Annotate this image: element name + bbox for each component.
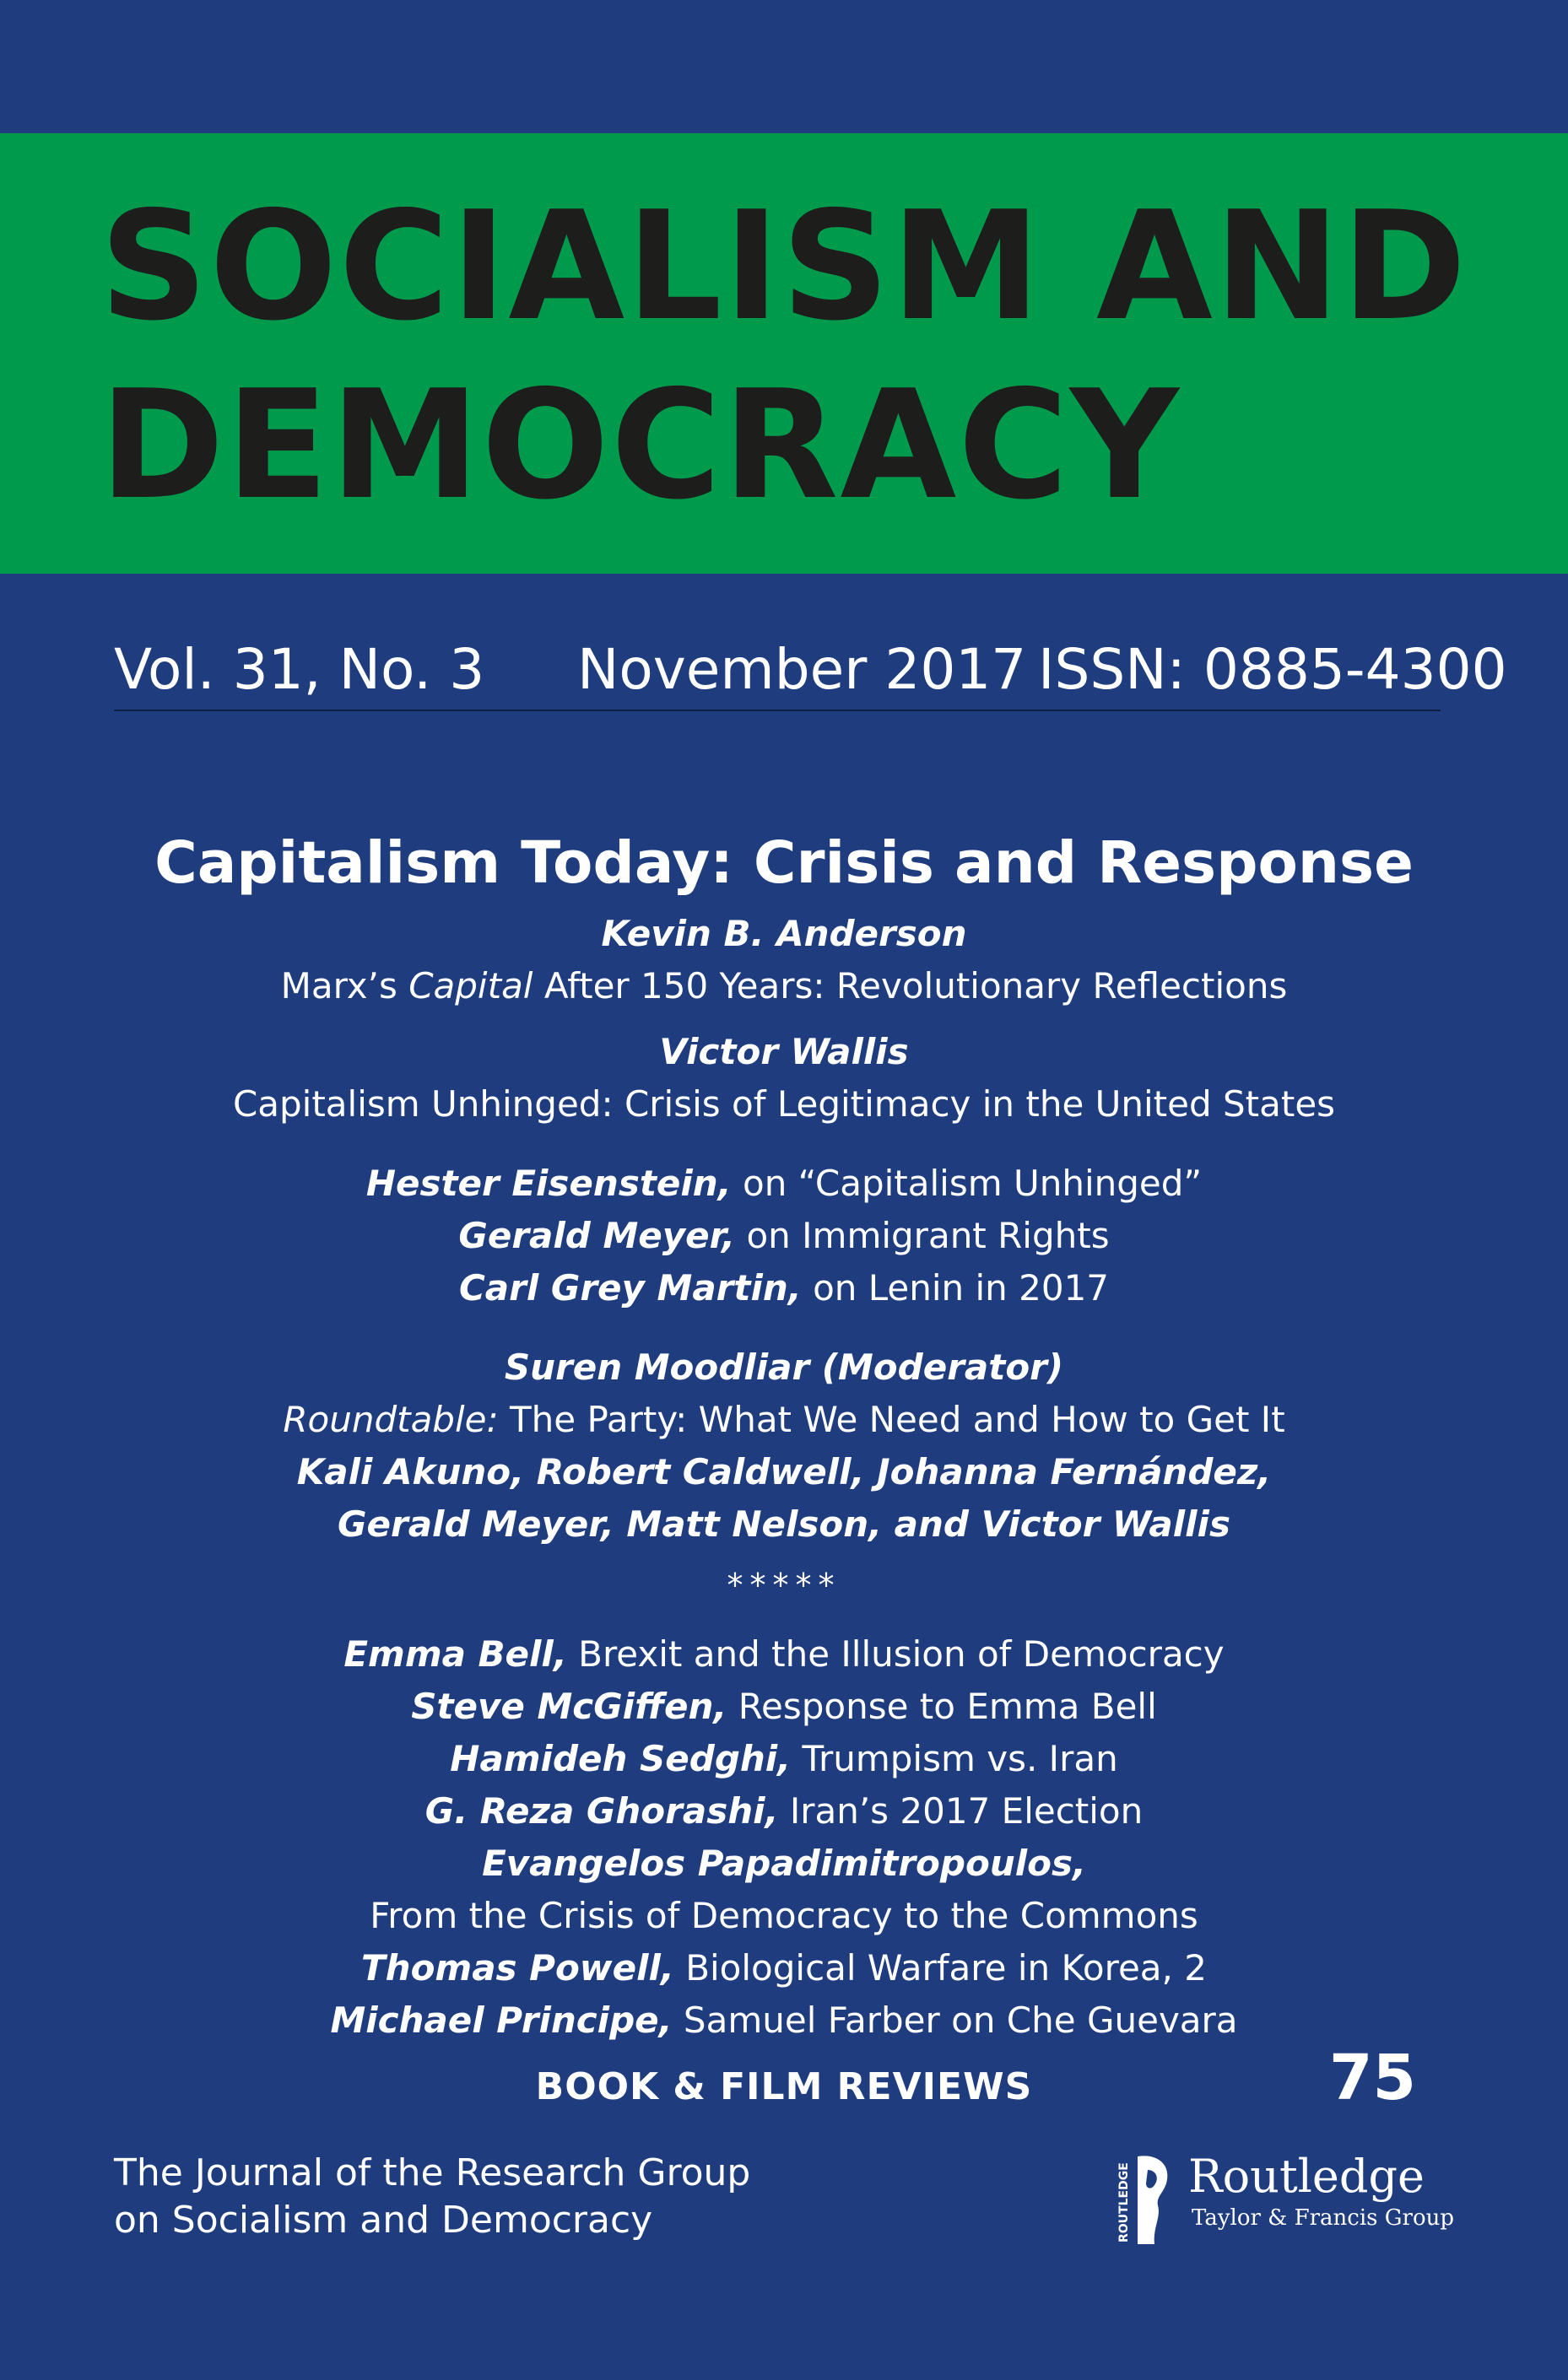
volume-number: Vol. 31, No. 3 — [114, 637, 485, 702]
masthead-line-1: SOCIALISM AND — [100, 179, 1468, 353]
title-text: Marx’s — [280, 965, 409, 1007]
publisher-name: Routledge — [1188, 2150, 1425, 2203]
roundtable-participants: Gerald Meyer, Matt Nelson, and Victor Wallis — [338, 1503, 1230, 1545]
article-entry — [0, 1733, 1568, 1785]
article-entry — [0, 1838, 1568, 1890]
entry-title: Response to Emma Bell — [727, 1686, 1157, 1727]
article-entry — [0, 1994, 1568, 2047]
entry-author: Carl Grey Martin, — [458, 1267, 802, 1309]
issue-info — [114, 637, 1507, 711]
entry-author: Steve McGiffen, — [411, 1686, 727, 1727]
masthead-line-2: DEMOCRACY — [100, 358, 1181, 532]
issue-date: November 2017 — [577, 637, 1027, 702]
entry-title: on “Capitalism Unhinged” — [731, 1163, 1203, 1204]
roundtable-topic: The Party: What We Need and How to Get It — [498, 1399, 1285, 1440]
entry-title: Iran’s 2017 Election — [778, 1790, 1144, 1832]
article-entry — [0, 1890, 1568, 1942]
title-italic: Capital — [408, 965, 533, 1007]
roundtable-label: Roundtable: — [283, 1399, 499, 1440]
publisher-block — [1112, 2150, 1467, 2251]
response-entry — [0, 1262, 1568, 1314]
featured-author: Kevin B. Anderson — [601, 913, 967, 954]
journal-description-line: The Journal of the Research Group — [114, 2151, 751, 2194]
entry-author: Thomas Powell, — [361, 1947, 674, 1989]
routledge-logo-icon — [1112, 2150, 1175, 2251]
reviews-heading: BOOK & FILM REVIEWS — [535, 2065, 1033, 2108]
featured-title: Capitalism Unhinged: Crisis of Legitimacy in the United States — [232, 1083, 1336, 1125]
article-entry — [0, 1785, 1568, 1838]
featured-title — [0, 960, 1568, 1012]
article-entry — [0, 1681, 1568, 1733]
entry-author: Emma Bell, — [343, 1633, 567, 1675]
journal-description — [114, 2150, 750, 2244]
table-of-contents — [0, 827, 1568, 2047]
roundtable-participants: Kali Akuno, Robert Caldwell, Johanna Fernández, — [296, 1451, 1272, 1492]
entry-title: Biological Warfare in Korea, 2 — [673, 1947, 1207, 1989]
title-text: After 150 Years: Revolutionary Reflections — [533, 965, 1288, 1007]
entry-author: Evangelos Papadimitropoulos, — [482, 1843, 1086, 1884]
entry-author: Hester Eisenstein, — [365, 1163, 732, 1204]
entry-author: Gerald Meyer, — [458, 1215, 736, 1256]
article-entry — [0, 1628, 1568, 1681]
entry-title: on Immigrant Rights — [735, 1215, 1110, 1256]
featured-author: Victor Wallis — [659, 1031, 909, 1072]
entry-title: Trumpism vs. Iran — [791, 1738, 1118, 1779]
entry-title: From the Crisis of Democracy to the Commons — [370, 1895, 1198, 1936]
entry-author: G. Reza Ghorashi, — [424, 1790, 779, 1832]
logo-text: ROUTLEDGE — [1117, 2162, 1131, 2242]
entry-title: Brexit and the Illusion of Democracy — [566, 1633, 1225, 1675]
journal-description-line: on Socialism and Democracy — [114, 2199, 653, 2242]
response-entry — [0, 1158, 1568, 1210]
article-entry — [0, 1942, 1568, 1994]
roundtable-title — [0, 1394, 1568, 1446]
issue-number: 75 — [1329, 2042, 1416, 2114]
section-separator: ***** — [727, 1567, 841, 1604]
issn: ISSN: 0885-4300 — [1038, 637, 1507, 702]
publisher-group: Taylor & Francis Group — [1192, 2205, 1455, 2231]
theme-title: Capitalism Today: Crisis and Response — [154, 829, 1414, 897]
journal-masthead — [100, 177, 1484, 535]
roundtable-moderator: Suren Moodliar (Moderator) — [504, 1347, 1064, 1388]
entry-author: Michael Principe, — [330, 2000, 673, 2041]
entry-title: Samuel Farber on Che Guevara — [672, 2000, 1238, 2041]
entry-title: on Lenin in 2017 — [801, 1267, 1110, 1309]
entry-author: Hamideh Sedghi, — [450, 1738, 792, 1779]
response-entry — [0, 1210, 1568, 1262]
